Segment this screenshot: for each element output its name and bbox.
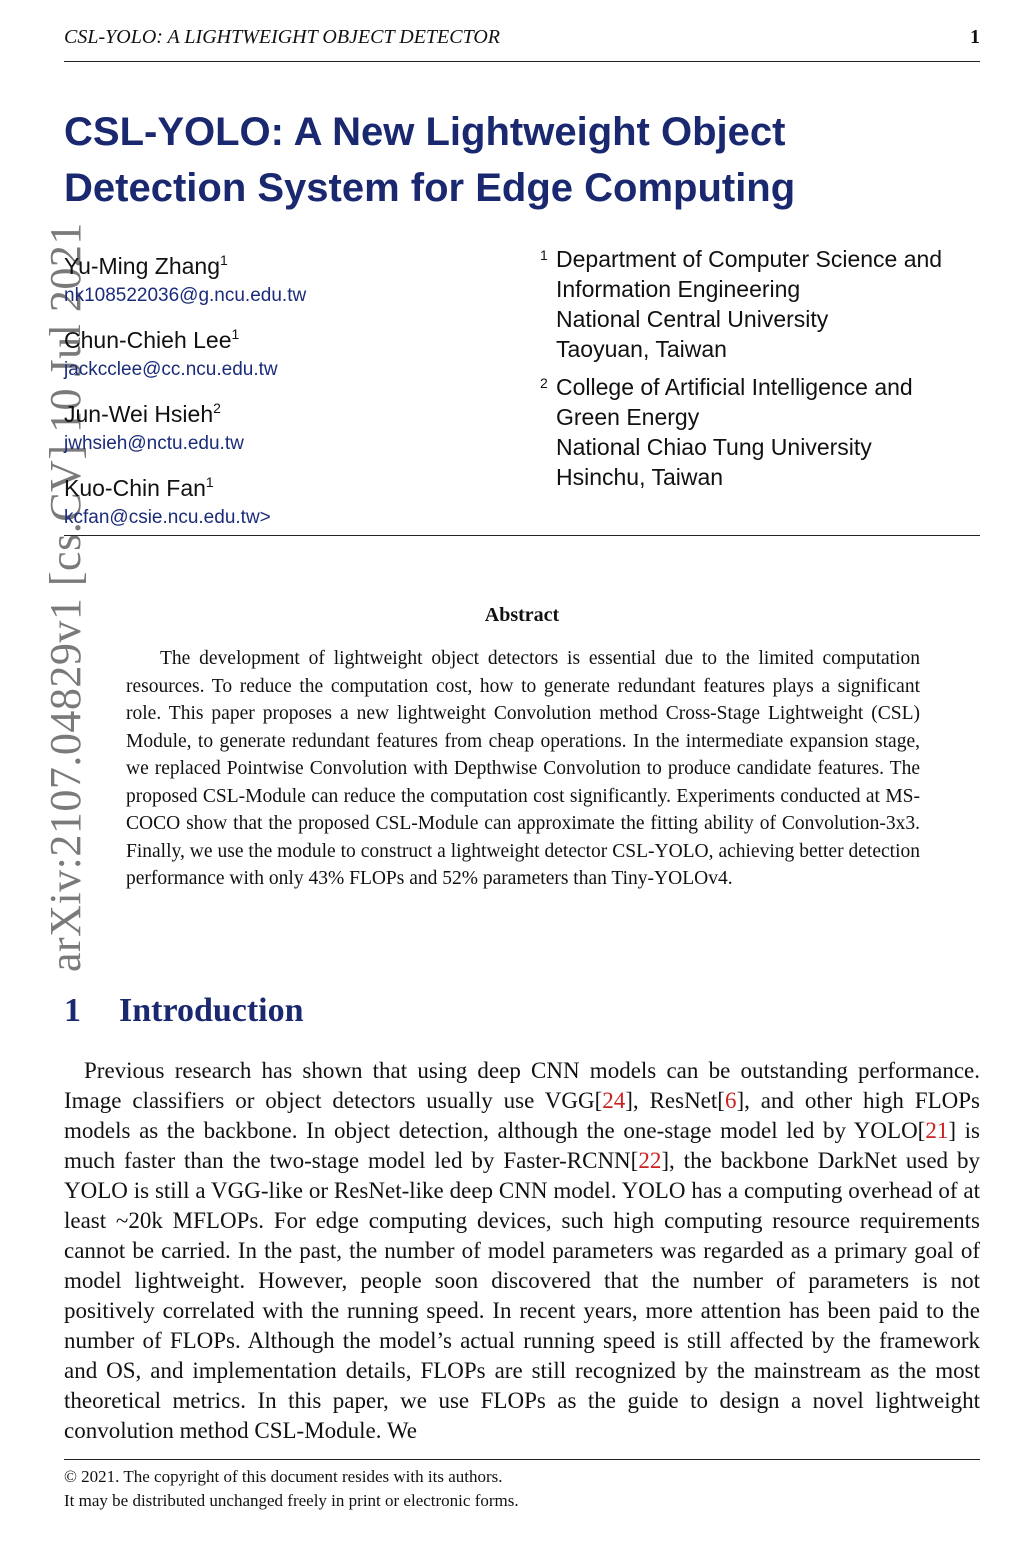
affiliation-line: Taoyuan, Taiwan [556, 336, 727, 362]
text-segment: ] is much faster than the two-stage model led by Faster-RCNN[ [64, 1118, 981, 1173]
introduction-paragraph [64, 1056, 980, 1446]
author-entry [64, 466, 524, 532]
author-entry [64, 318, 524, 384]
text-segment: ], ResNet[ [625, 1088, 725, 1113]
author-entry [64, 392, 524, 458]
arxiv-stamp: arXiv:2107.04829v1 [cs.CV] 10 Jul 2021 [41, 222, 90, 972]
footer-rule [64, 1459, 980, 1460]
text-segment: ], the backbone DarkNet used by YOLO is still a VGG-like or ResNet-like deep CNN model. YOLO has a computing overhead of at least ~20k MFLOPs. For edge computing devices, such high computing resource requirements cannot be carried. In the past, the number of model parameters was regarded as a primary goal of model lightweight. However, people soon discovered that the number of parameters is not positively correlated with the running speed. In recent years, more attention has been paid to the number of FLOPs. Although the model’s actual running speed is still affected by the framework and OS, and implementation details, FLOPs are still recognized by the mainstream as the most theoretical metrics. In this paper, we use FLOPs as the guide to design a novel lightweight convolution method CSL-Module. We [64, 1148, 980, 1443]
text-segment: ], and other high FLOPs models as the backbone. In object detection, although the one-stage model led by YOLO[ [64, 1088, 981, 1143]
author-name: Yu-Ming Zhang [64, 253, 220, 279]
affiliation-mark: 2 [540, 375, 548, 391]
paper-title: CSL-YOLO: A New Lightweight Object Detection System for Edge Computing [64, 110, 796, 210]
text-segment: Previous research has shown that using deep CNN models can be outstanding performance. Image classifiers or object detectors usually use VGG[ [64, 1058, 980, 1113]
copyright-footer [64, 1465, 984, 1513]
page-number: 1 [970, 26, 980, 48]
affiliation-list [540, 244, 990, 500]
footer-line: © 2021. The copyright of this document resides with its authors. [64, 1467, 503, 1486]
citation-link[interactable]: 22 [638, 1148, 662, 1173]
abstract-heading: Abstract [484, 604, 560, 626]
author-email[interactable]: jackcclee@cc.ncu.edu.tw [64, 359, 278, 380]
section-number: 1 [64, 992, 81, 1029]
author-affil-mark: 1 [205, 474, 214, 490]
running-title: CSL-YOLO: A LIGHTWEIGHT OBJECT DETECTOR [64, 26, 501, 48]
author-email[interactable]: nk108522036@g.ncu.edu.tw [64, 285, 307, 306]
affiliation-mark: 1 [540, 247, 548, 263]
affiliation-line: Information Engineering [556, 276, 801, 302]
author-name: Chun-Chieh Lee [64, 327, 232, 353]
citation-link[interactable]: 21 [925, 1118, 949, 1143]
header-rule [64, 61, 980, 62]
author-email[interactable]: jwhsieh@nctu.edu.tw [64, 433, 244, 454]
footer-line: It may be distributed unchanged freely in print or electronic forms. [64, 1491, 519, 1510]
affiliation-line: National Central University [556, 306, 829, 332]
author-name: Jun-Wei Hsieh [64, 401, 214, 427]
affiliation-entry [540, 372, 990, 492]
citation-link[interactable]: 6 [724, 1088, 737, 1113]
affiliation-line: National Chiao Tung University [556, 434, 872, 460]
abstract-text: The development of lightweight object detectors is essential due to the limited computation resources. To reduce the computation cost, how to generate redundant features plays a significant role. This paper proposes a new lightweight Convolution method Cross-Stage Lightweight (CSL) Module, to generate redundant features from cheap operations. In the intermediate expansion stage, we replaced Pointwise Convolution with Depthwise Convolution to produce candidate features. The proposed CSL-Module can reduce the computation cost significantly. Experiments conducted at MS-COCO show that the proposed CSL-Module can approximate the fitting ability of Convolution-3x3. Finally, we use the module to construct a lightweight detector CSL-YOLO, achieving better detection performance with only 43% FLOPs and 52% parameters than Tiny-YOLOv4. [126, 648, 920, 889]
author-list [64, 244, 524, 540]
author-affil-mark: 1 [219, 252, 228, 268]
author-affil-mark: 1 [231, 326, 240, 342]
running-header [64, 26, 980, 54]
author-email[interactable]: kcfan@csie.ncu.edu.tw> [64, 507, 271, 528]
affiliation-line: Green Energy [556, 404, 700, 430]
author-entry [64, 244, 524, 310]
title-block-rule [64, 535, 980, 536]
affiliation-line: Hsinchu, Taiwan [556, 464, 724, 490]
section-title: Introduction [119, 992, 304, 1029]
affiliation-entry [540, 244, 990, 364]
author-name: Kuo-Chin Fan [64, 475, 206, 501]
citation-link[interactable]: 24 [602, 1088, 626, 1113]
author-affil-mark: 2 [213, 400, 221, 416]
affiliation-line: College of Artificial Intelligence and [556, 374, 913, 400]
section-heading [64, 992, 304, 1030]
affiliation-line: Department of Computer Science and [556, 246, 943, 272]
